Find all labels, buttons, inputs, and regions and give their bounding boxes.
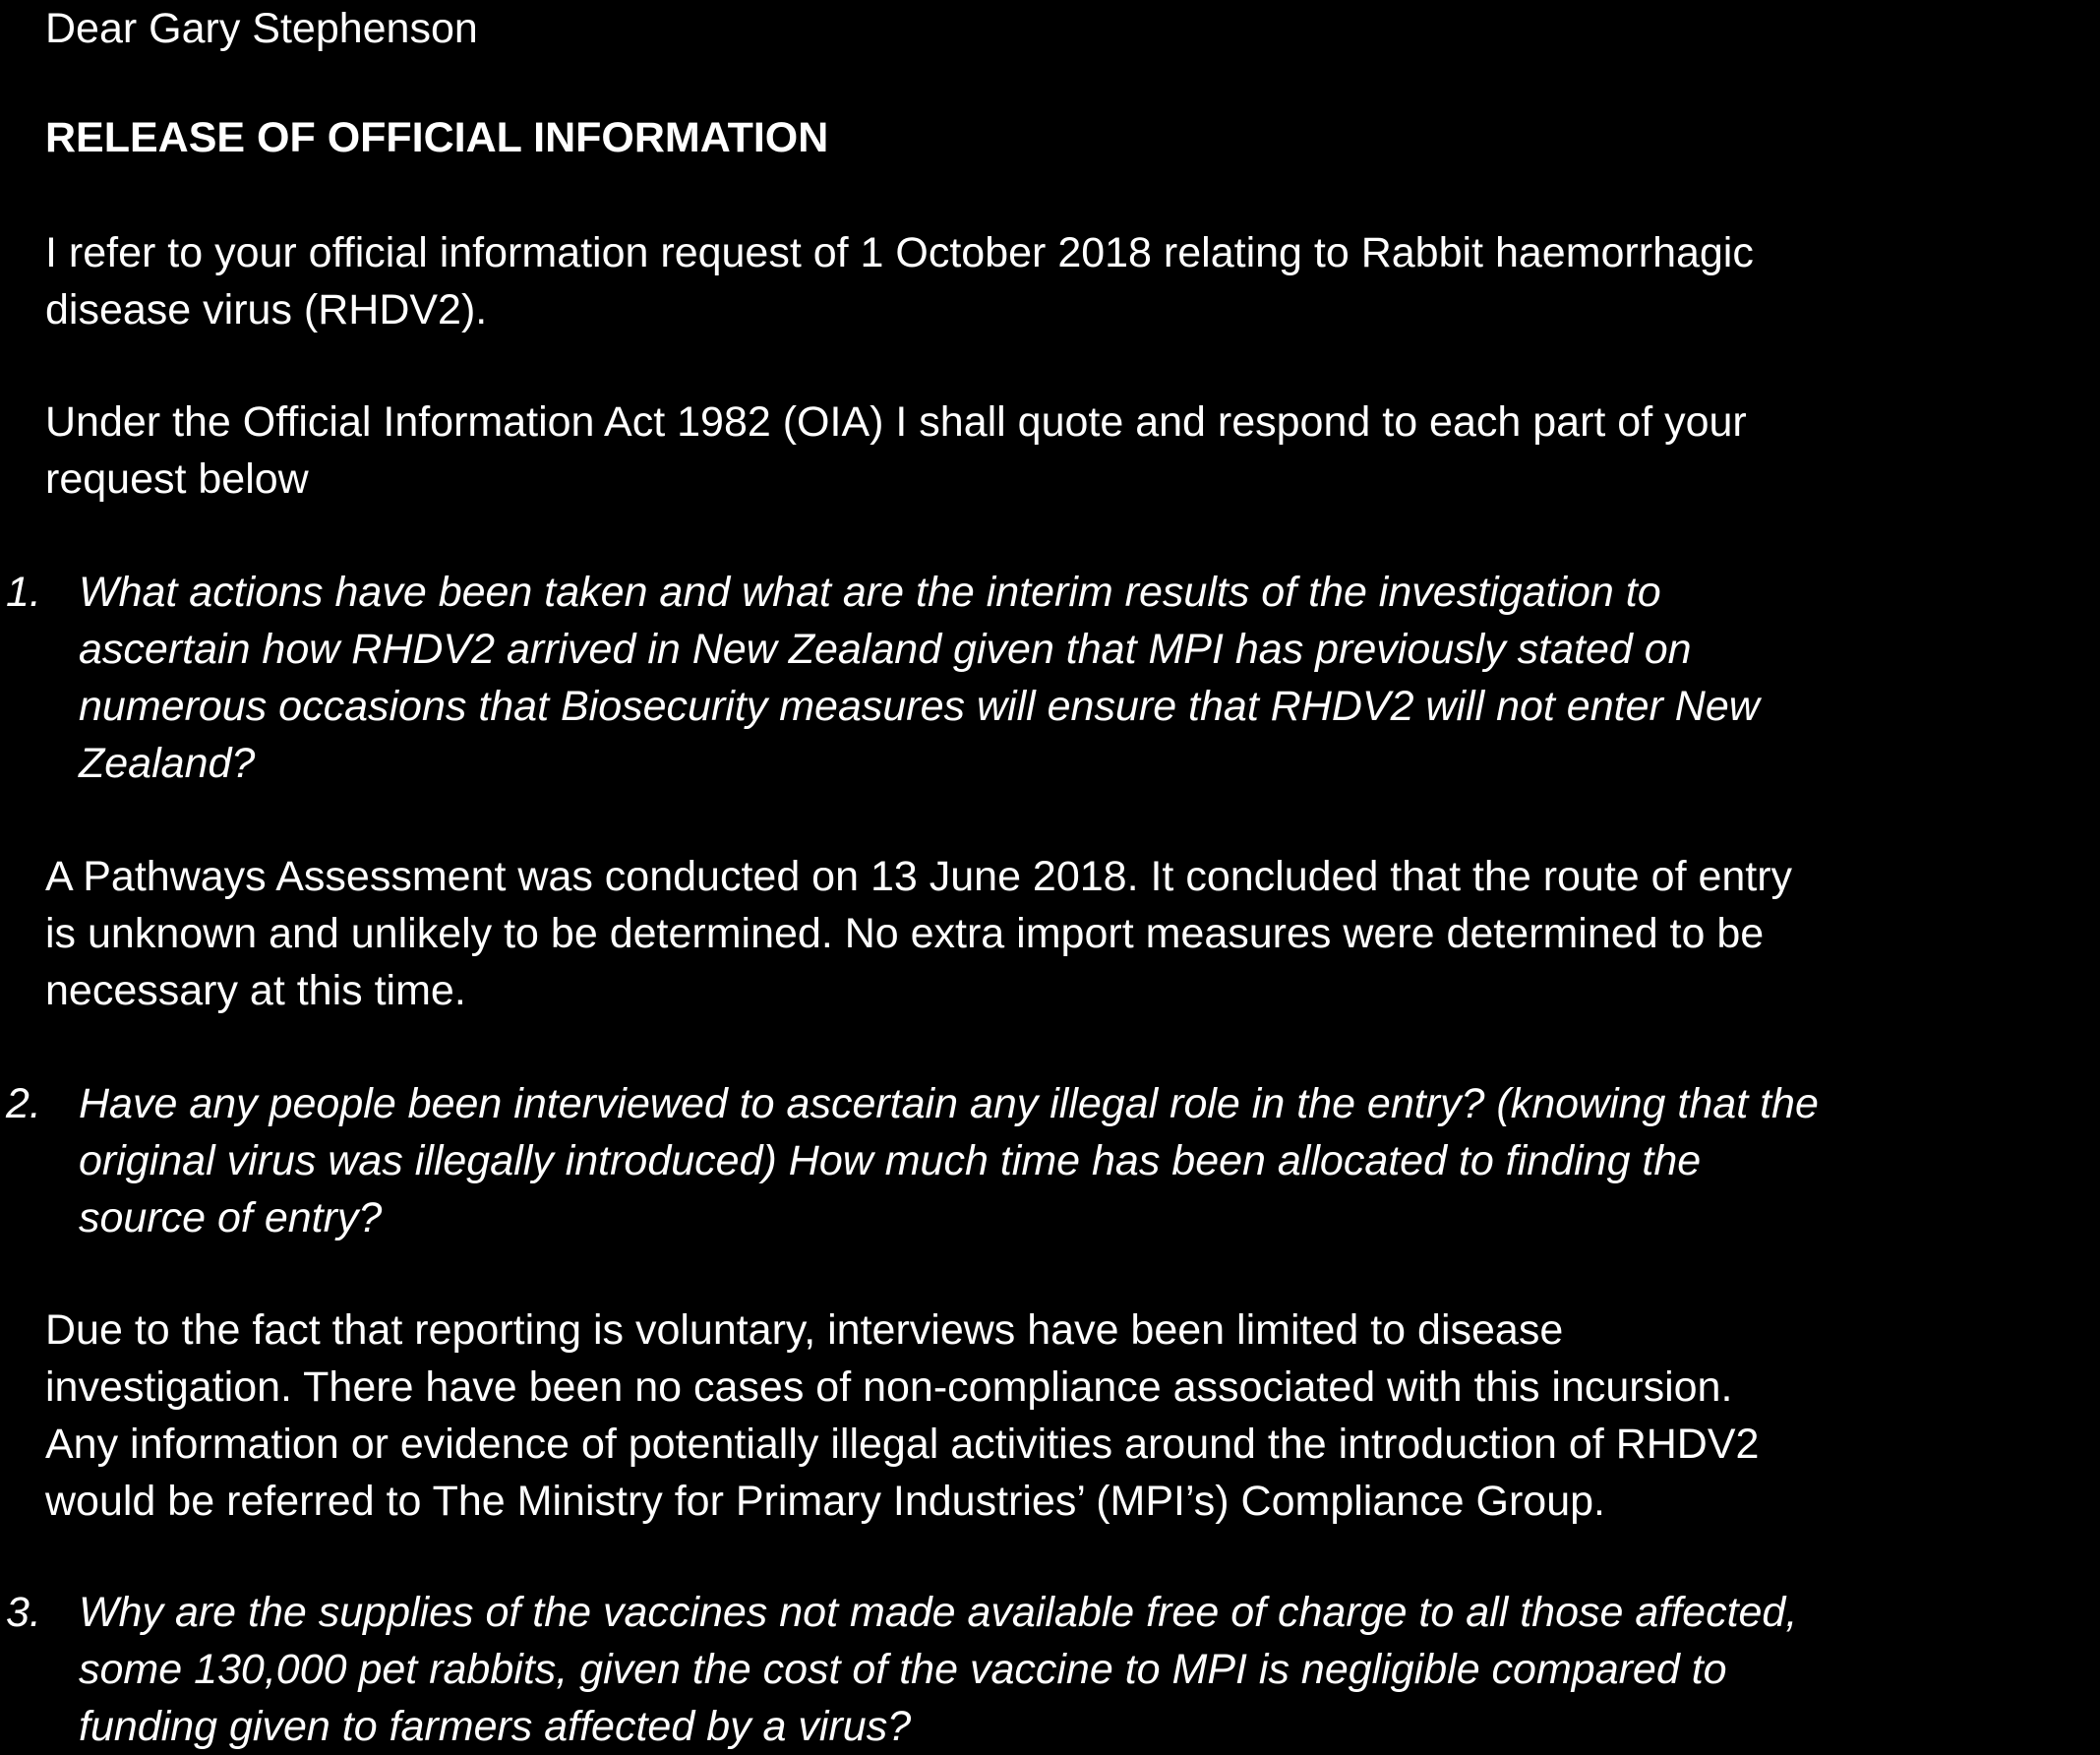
oia-paragraph: Under the Official Information Act 1982 (OIA) I shall quote and respond to each part of your request below [45,398,1747,503]
letter-heading: RELEASE OF OFFICIAL INFORMATION [45,114,829,161]
intro-paragraph: I refer to your official information request of 1 October 2018 relating to Rabbit haemorrhagic disease virus (RHDV2). [45,229,1754,333]
question-text: Why are the supplies of the vaccines not made available free of charge to all those affected, some 130,000 pet rabbits, given the cost of the vaccine to MPI is negligible compared to funding given to farmers affected by a virus? [79,1589,1798,1750]
question-text: Have any people been interviewed to ascertain any illegal role in the entry? (knowing that the original virus was illegally introduced) How much time has been allocated to finding the source of entry? [79,1080,1819,1241]
salutation: Dear Gary Stephenson [45,5,478,52]
question-number: 2. [6,1080,41,1127]
answer-paragraph: Due to the fact that reporting is voluntary, interviews have been limited to disease investigation. There have been no cases of non-compliance associated with this incursion. Any information or evidence of potentially illegal activities around the introduction of RHDV2 would be referred to The Ministry for Primary Industries’ (MPI’s) Compliance Group. [45,1306,1760,1525]
answer-paragraph: A Pathways Assessment was conducted on 13 June 2018. It concluded that the route of entry is unknown and unlikely to be determined. No extra import measures were determined to be necessary at this time. [45,853,1793,1014]
question-text: What actions have been taken and what are the interim results of the investigation to ascertain how RHDV2 arrived in New Zealand given that MPI has previously stated on numerous occasions that Biosecurity measures will ensure that RHDV2 will not enter New Zealand? [79,569,1760,787]
question-number: 3. [6,1589,41,1636]
question-number: 1. [6,569,41,616]
